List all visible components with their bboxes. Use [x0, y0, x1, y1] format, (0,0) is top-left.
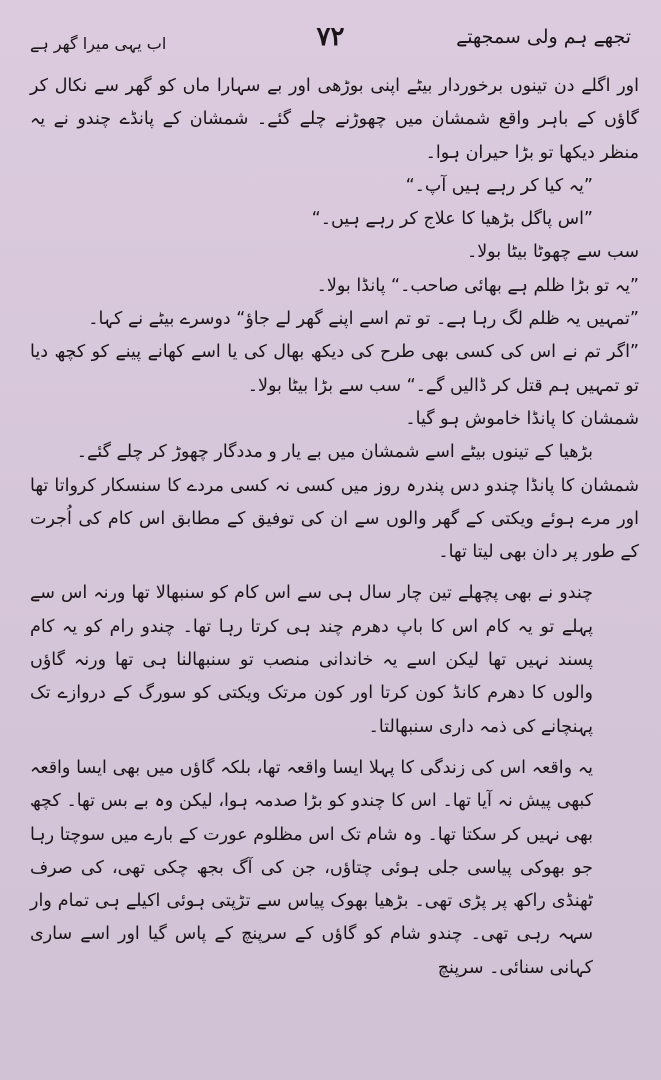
page-number: ٧٢	[316, 22, 345, 52]
book-title: تجھے ہم ولی سمجھتے	[456, 26, 631, 48]
dialogue-line: ”اگر تم نے اس کی کسی بھی طرح کی دیکھ بھال کی یا اسے کھانے پینے کو کچھ دیا تو تمہیں ہم قتل کر ڈالیں گے۔“ سب سے بڑا بیٹا بولا۔	[30, 342, 639, 396]
dialogue-line: ”یہ کیا کر رہے ہیں آپ۔“	[405, 175, 593, 196]
story-title: اب یہی میرا گھر ہے	[30, 34, 167, 53]
paragraph: چندو نے بھی پچھلے تین چار سال ہی سے اس کام کو سنبھالا تھا ورنہ اس سے پہلے تو یہ کام اس کا باپ دھرم چند ہی کرتا رہا تھا۔ چندو رام کو یہ کام پسند نہیں تھا لیکن اسے یہ خاندانی منصب تو سنبھالنا ہی تھا ورنہ گاؤں والوں کا دھرم کانڈ کون کرتا اور کون مرتک ویکتی کو سورگ کے دروازے تک پہنچانے کی ذمہ داری سنبھالتا۔	[30, 583, 593, 737]
dialogue-line: ”یہ تو بڑا ظلم ہے بھائی صاحب۔“ پانڈا بولا۔	[316, 275, 639, 296]
paragraph: اور اگلے دن تینوں برخوردار بیٹے اپنی بوڑھی اور بے سہارا ماں کو گھر سے نکال کر گاؤں کے باہر واقع شمشان میں چھوڑنے چلے گئے۔ شمشان کے پانڈے چندو نے یہ منظر دیکھا تو بڑا حیران ہوا۔	[30, 76, 639, 163]
dialogue-line: ”تمہیں یہ ظلم لگ رہا ہے۔ تو تم اسے اپنے گھر لے جاؤ“ دوسرے بیٹے نے کہا۔	[88, 309, 639, 330]
paragraph: شمشان کا پانڈا چندو دس پندرہ روز میں کسی نہ کسی مردے کا سنسکار کرواتا تھا اور مرے ہوئے ویکتی کے گھر والوں سے ان کی توفیق کے مطابق اس کام کی اُجرت کے طور پر دان بھی لیتا تھا۔	[30, 475, 639, 563]
paragraph: سب سے چھوٹا بیٹا بولا۔	[466, 242, 639, 263]
paragraph: شمشان کا پانڈا خاموش ہو گیا۔	[405, 408, 639, 429]
page-body	[30, 70, 639, 985]
paragraph: بڑھیا کے تینوں بیٹے اسے شمشان میں بے یار و مددگار چھوڑ کر چلے گئے۔	[76, 442, 593, 463]
page-header	[30, 22, 631, 68]
dialogue-line: ”اس پاگل بڑھیا کا علاج کر رہے ہیں۔“	[311, 209, 593, 230]
paragraph: یہ واقعہ اس کی زندگی کا پہلا ایسا واقعہ تھا، بلکہ گاؤں میں بھی ایسا واقعہ کبھی پیش نہ آیا تھا۔ اس کا چندو کو بڑا صدمہ ہوا، لیکن وہ بے بس تھا۔ کچھ بھی نہیں کر سکتا تھا۔ وہ شام تک اس مظلوم عورت کے بارے میں سوچتا رہا جو بھوکی پیاسی جلی ہوئی چتاؤں، جن کی آگ بجھ چکی تھی، کی صرف ٹھنڈی راکھ پر پڑی تھی۔ بڑھیا بھوک پیاس سے تڑپتی ہوئی اکیلے ہی تمام وار سہہ رہی تھی۔ چندو شام کو گاؤں کے سرپنچ کے پاس گیا اور اسے ساری کہانی سنائی۔ سرپنچ	[30, 757, 593, 978]
